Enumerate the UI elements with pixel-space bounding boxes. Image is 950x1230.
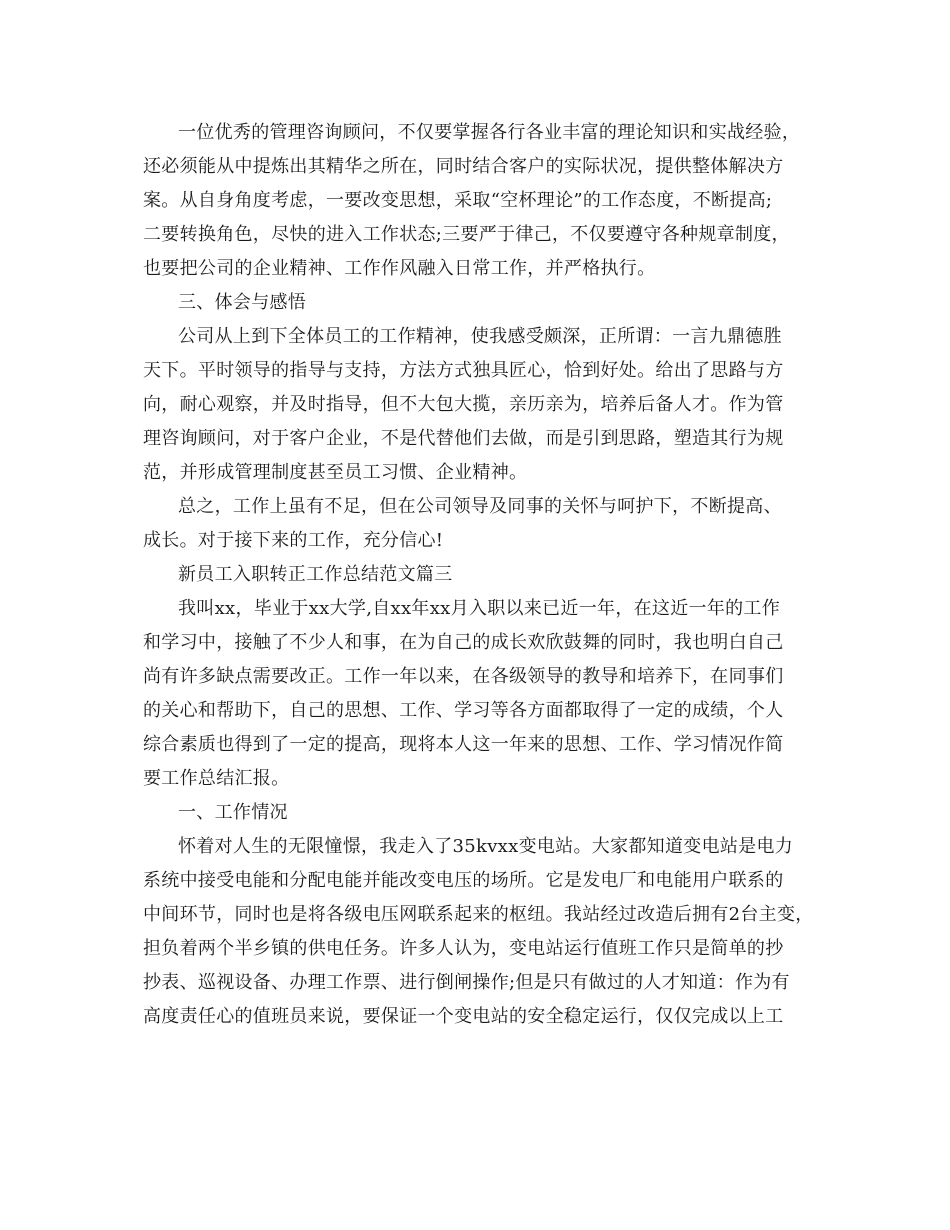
text-line-19: 综合素质也得到了一定的提高，现将本人这一年来的思想、工作、学习情况作简 [143, 734, 784, 755]
text-line-16: 和学习中，接触了不少人和事，在为自己的成长欢欣鼓舞的同时，我也明白自己 [143, 632, 784, 653]
text-line-15: 我叫xx，毕业于xx大学,自xx年xx月入职以来已近一年，在这近一年的工作 [178, 598, 781, 619]
text-line-22: 怀着对人生的无限憧憬，我走入了35kvxx变电站。大家都知道变电站是电力 [178, 836, 794, 857]
text-line-18: 的关心和帮助下，自己的思想、工作、学习等各方面都取得了一定的成绩，个人 [143, 700, 784, 721]
text-line-3: 案。从自身角度考虑，一要改变思想，采取“空杯理论”的工作态度，不断提高; [143, 190, 773, 211]
section-heading-insights: 三、体会与感悟 [178, 292, 307, 313]
text-line-17: 尚有许多缺点需要改正。工作一年以来，在各级领导的教导和培养下，在同事们 [143, 666, 784, 687]
text-line-27: 高度责任心的值班员来说，要保证一个变电站的安全稳定运行，仅仅完成以上工 [143, 1006, 784, 1027]
text-line-23: 系统中接受电能和分配电能并能改变电压的场所。它是发电厂和电能用户联系的 [143, 870, 784, 891]
text-line-4: 二要转换角色，尽快的进入工作状态;三要严于律己，不仅要遵守各种规章制度， [143, 224, 790, 245]
text-line-12: 总之，工作上虽有不足，但在公司领导及同事的关怀与呵护下，不断提高、 [178, 496, 782, 517]
text-line-11: 范，并形成管理制度甚至员工习惯、企业精神。 [143, 462, 528, 483]
text-line-7: 公司从上到下全体员工的工作精神，使我感受颇深，正所谓：一言九鼎德胜 [178, 326, 782, 347]
section-heading-work-situation: 一、工作情况 [178, 802, 288, 823]
text-line-5: 也要把公司的企业精神、工作作风融入日常工作，并严格执行。 [143, 258, 656, 279]
text-line-26: 抄表、巡视设备、办理工作票、进行倒闸操作;但是只有做过的人才知道：作为有 [143, 972, 790, 993]
text-line-20: 要工作总结汇报。 [143, 768, 290, 789]
text-line-24: 中间环节，同时也是将各级电压网联系起来的枢纽。我站经过改造后拥有2台主变， [143, 904, 814, 925]
text-line-2: 还必须能从中提炼出其精华之所在，同时结合客户的实际状况，提供整体解决方 [143, 156, 784, 177]
text-line-1: 一位优秀的管理咨询顾问，不仅要掌握各行各业丰富的理论知识和实战经验， [178, 122, 801, 143]
article-heading-part-three: 新员工入职转正工作总结范文篇三 [178, 564, 453, 585]
text-line-13: 成长。对于接下来的工作，充分信心! [143, 530, 444, 551]
text-line-10: 理咨询顾问，对于客户企业，不是代替他们去做，而是引到思路，塑造其行为规 [143, 428, 784, 449]
text-line-9: 向，耐心观察，并及时指导，但不大包大揽，亲历亲为，培养后备人才。作为管 [143, 394, 784, 415]
text-line-8: 天下。平时领导的指导与支持，方法方式独具匠心，恰到好处。给出了思路与方 [143, 360, 784, 381]
text-line-25: 担负着两个半乡镇的供电任务。许多人认为，变电站运行值班工作只是简单的抄 [143, 938, 784, 959]
